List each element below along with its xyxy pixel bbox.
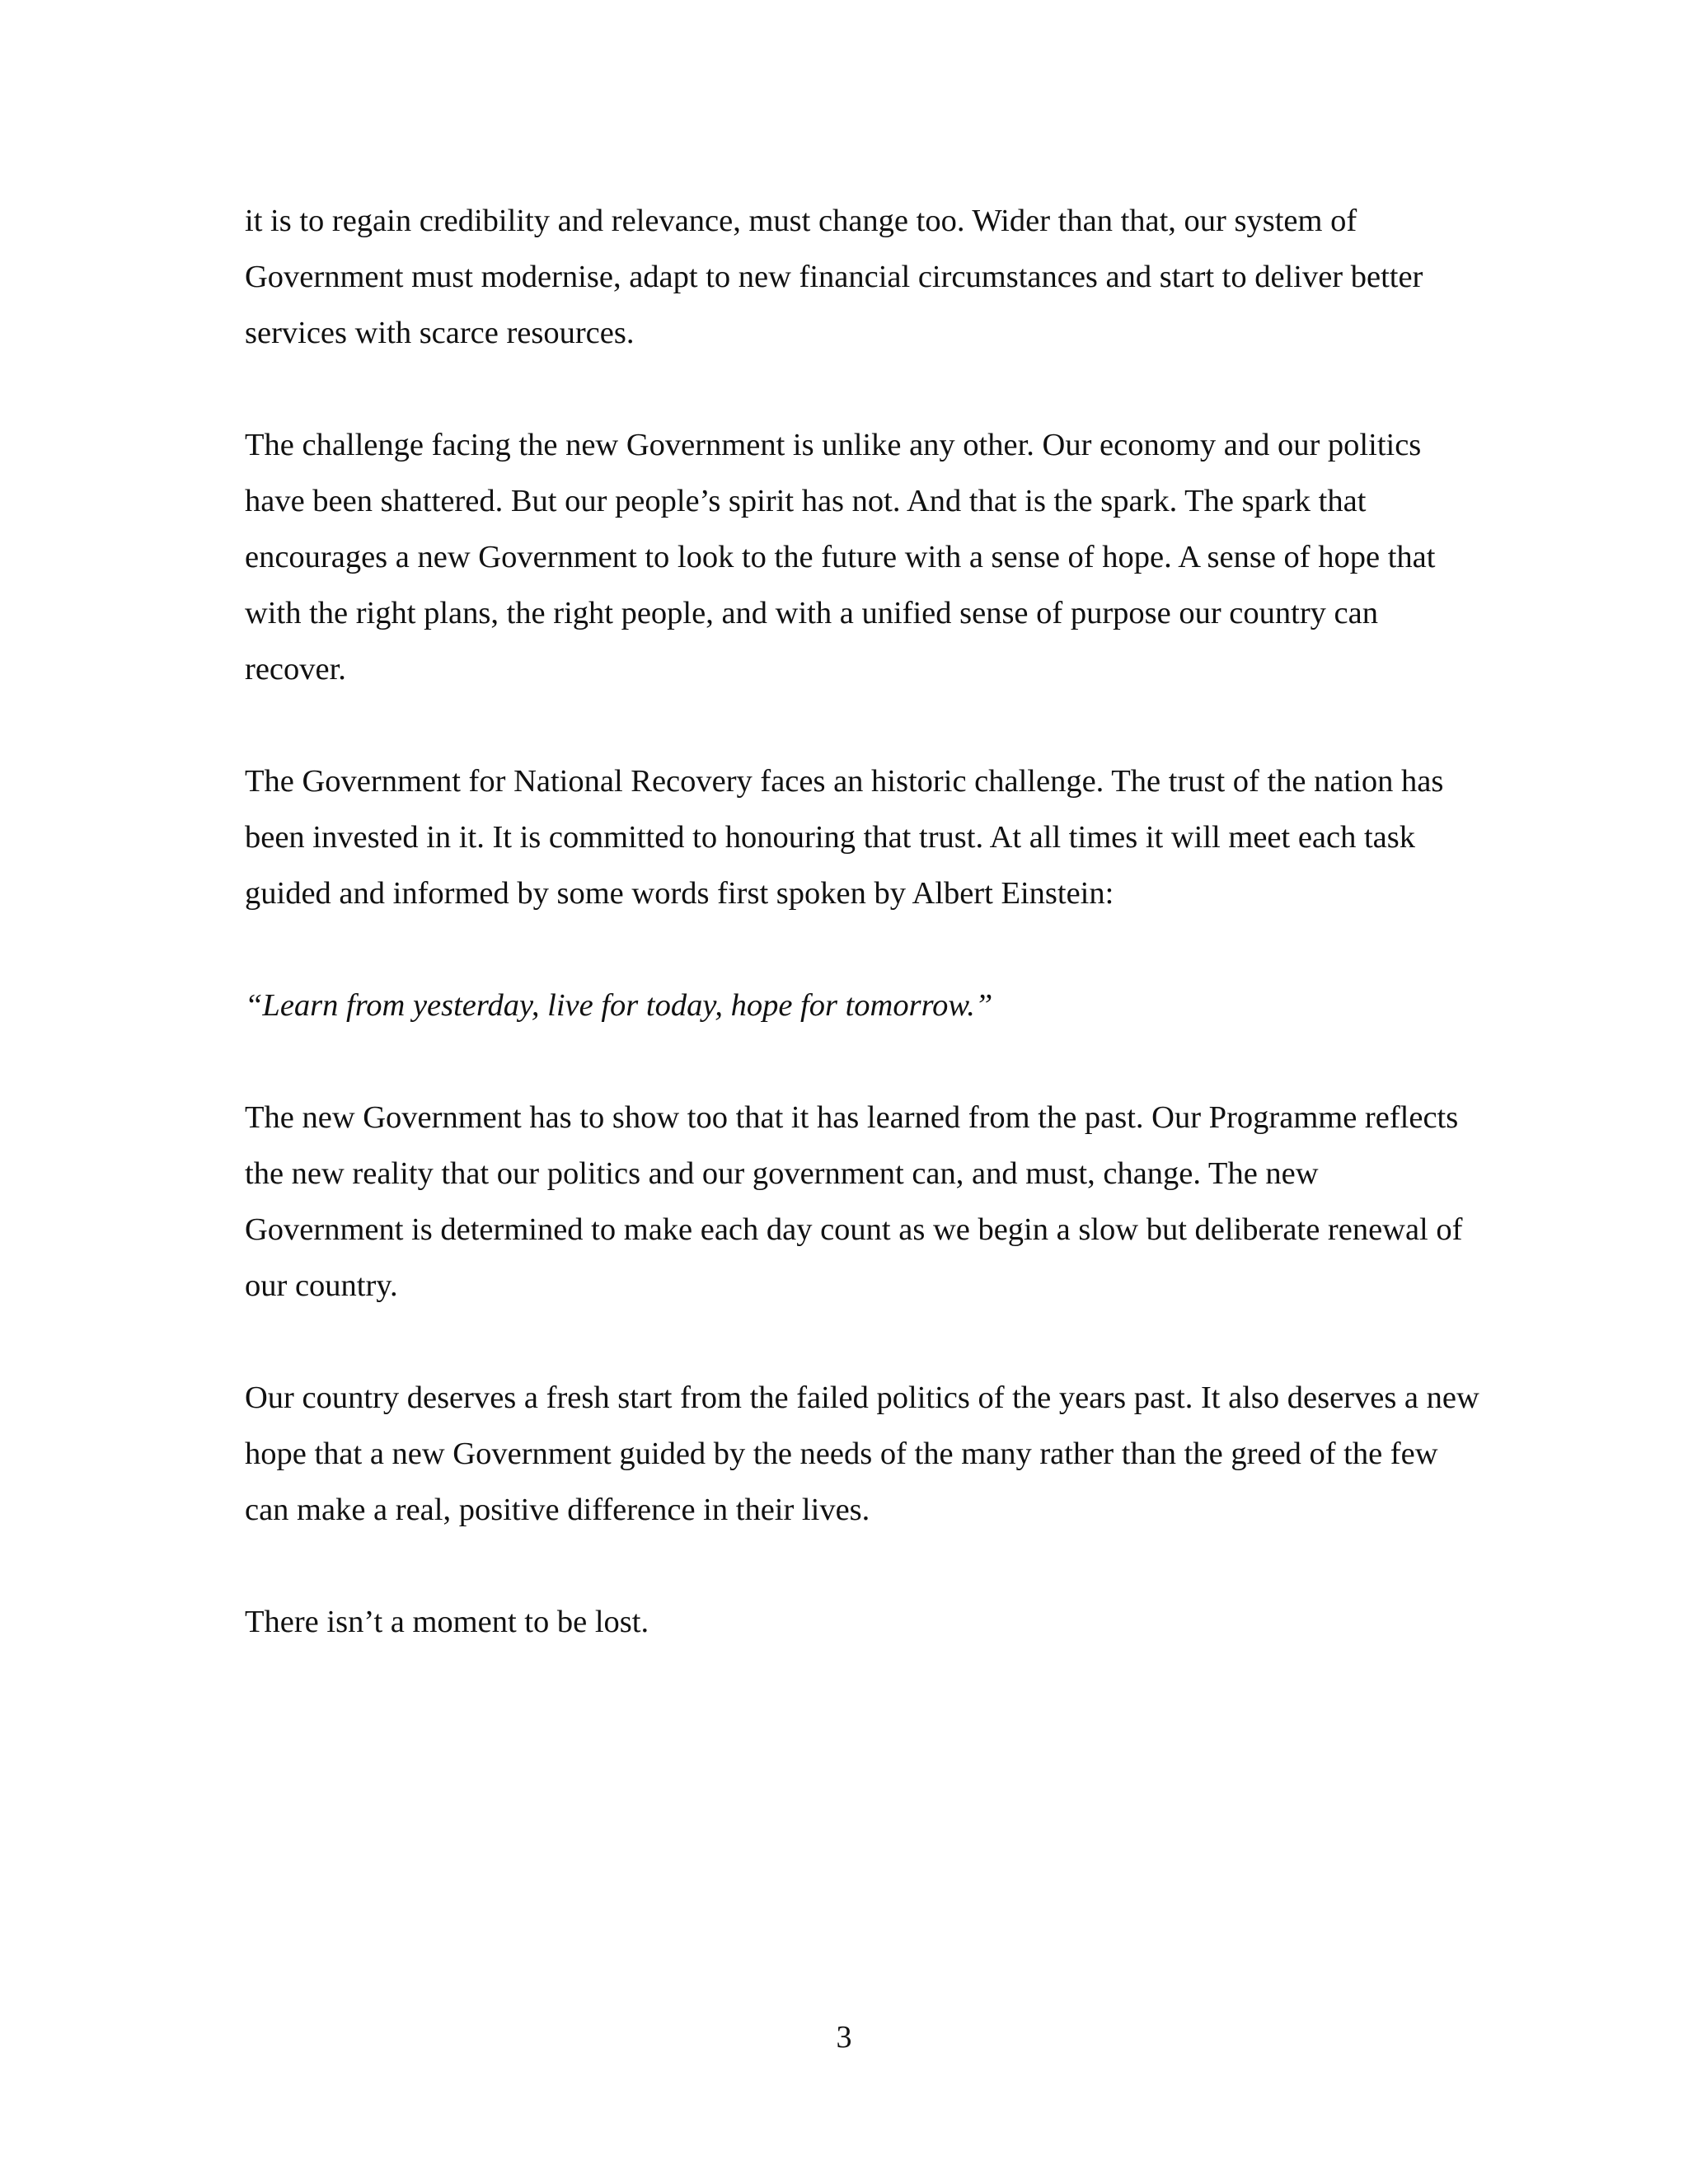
- paragraph-learned-from-past: The new Government has to show too that it has learned from the past. Our Programme reflects the new reality that our politics and our government can, and must, change. The new Government is determined to make each day count as we begin a slow but deliberate renewal of our country.: [245, 1100, 1463, 1303]
- paragraph-national-recovery: The Government for National Recovery faces an historic challenge. The trust of the nation has been invested in it. It is committed to honouring that trust. At all times it will meet each task guided and informed by some words first spoken by Albert Einstein:: [245, 764, 1444, 911]
- page-number: 3: [836, 2020, 852, 2055]
- einstein-quote: “Learn from yesterday, live for today, hope for tomorrow.”: [245, 988, 993, 1023]
- paragraph-closing: There isn’t a moment to be lost.: [245, 1605, 649, 1639]
- paragraph-fresh-start: Our country deserves a fresh start from the failed politics of the years past. It also deserves a new hope that a new Government guided by the needs of the many rather than the greed of the few can make a real, positive difference in their lives.: [245, 1380, 1479, 1527]
- paragraph-challenge: The challenge facing the new Government is unlike any other. Our economy and our politics have been shattered. But our people’s spirit has not. And that is the spark. The spark that encourages a new Government to look to the future with a sense of hope. A sense of hope that with the right plans, the right people, and with a unified sense of purpose our country can recover.: [245, 428, 1436, 687]
- paragraph-continuation: it is to regain credibility and relevance, must change too. Wider than that, our system of Government must modernise, adapt to new financial circumstances and start to deliver better services with scarce resources.: [245, 204, 1423, 350]
- body-text: [245, 193, 1481, 1706]
